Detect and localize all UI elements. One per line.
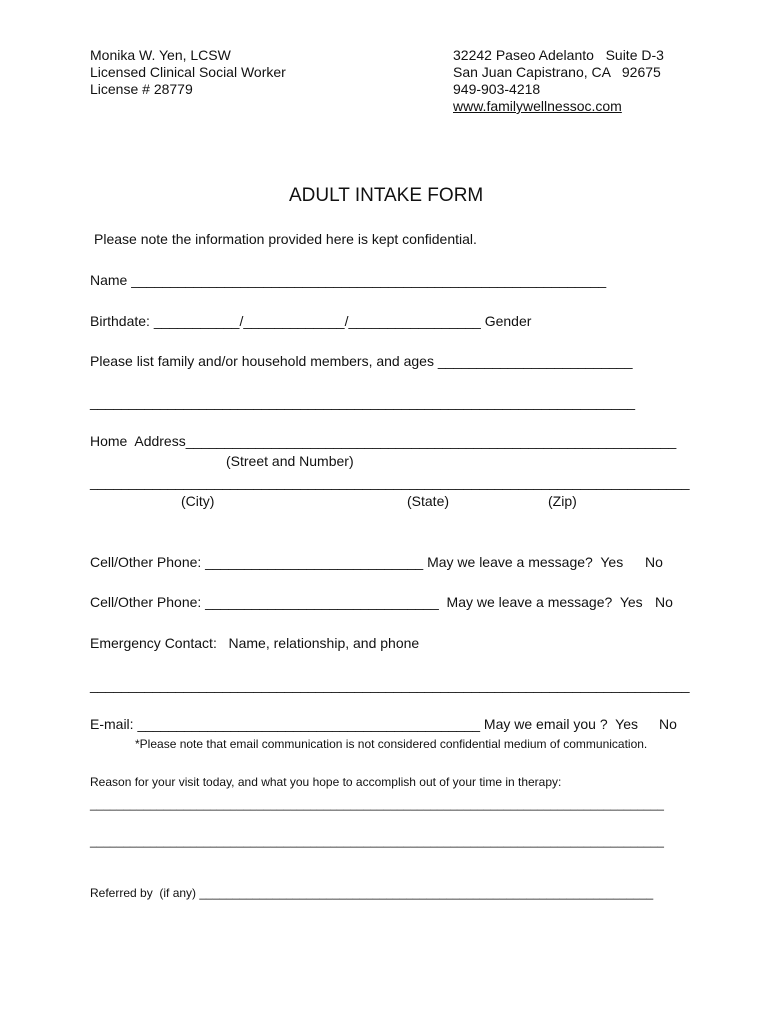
home-address-field[interactable]: Home Address_______________________________________________________________ — [90, 433, 677, 449]
reason-for-visit-field-1[interactable]: ______________________________________________________________________________________ — [90, 797, 664, 811]
phone-2-no-option[interactable]: No — [655, 594, 673, 610]
emergency-contact-field[interactable]: _____________________________________________________________________________ — [90, 677, 690, 693]
city-state-zip-field[interactable]: _____________________________________________________________________________ — [90, 474, 690, 490]
city-caption: (City) — [181, 493, 215, 509]
phone-1-no-option[interactable]: No — [645, 554, 663, 570]
family-members-continued-field[interactable]: ______________________________________________________________________ — [90, 394, 636, 410]
referred-by-field[interactable]: Referred by (if any) ____________________________________________________________________ — [90, 886, 654, 900]
birthdate-gender-field[interactable]: Birthdate: ___________/_____________/_________________ Gender — [90, 313, 532, 329]
zip-caption: (Zip) — [548, 493, 577, 509]
license-number: License # 28779 — [90, 81, 193, 97]
name-field[interactable]: Name _____________________________________________________________ — [90, 272, 607, 288]
practitioner-title: Licensed Clinical Social Worker — [90, 64, 286, 80]
phone-number: 949-903-4218 — [453, 81, 541, 97]
street-caption: (Street and Number) — [226, 453, 354, 469]
city-state-zip: San Juan Capistrano, CA 92675 — [453, 64, 661, 80]
form-title: ADULT INTAKE FORM — [289, 185, 484, 206]
state-caption: (State) — [407, 493, 450, 509]
website-link[interactable]: www.familywellnessoc.com — [453, 98, 622, 114]
reason-for-visit-field-2[interactable]: ______________________________________________________________________________________ — [90, 834, 664, 848]
phone-1-field[interactable]: Cell/Other Phone: ____________________________ May we leave a message? Yes — [90, 554, 624, 570]
email-field[interactable]: E-mail: ____________________________________________ May we email you ? Yes — [90, 716, 639, 732]
phone-2-field[interactable]: Cell/Other Phone: ______________________________ May we leave a message? Yes — [90, 594, 643, 610]
street-address: 32242 Paseo Adelanto Suite D-3 — [453, 47, 664, 63]
emergency-contact-label: Emergency Contact: Name, relationship, and phone — [90, 635, 420, 651]
confidential-note: Please note the information provided here is kept confidential. — [94, 231, 477, 247]
practitioner-name: Monika W. Yen, LCSW — [90, 47, 231, 63]
reason-for-visit-label: Reason for your visit today, and what you hope to accomplish out of your time in therapy: — [90, 775, 562, 789]
family-members-field[interactable]: Please list family and/or household members, and ages _________________________ — [90, 353, 633, 369]
email-privacy-note: *Please note that email communication is not considered confidential medium of communication. — [135, 737, 648, 751]
email-no-option[interactable]: No — [659, 716, 677, 732]
